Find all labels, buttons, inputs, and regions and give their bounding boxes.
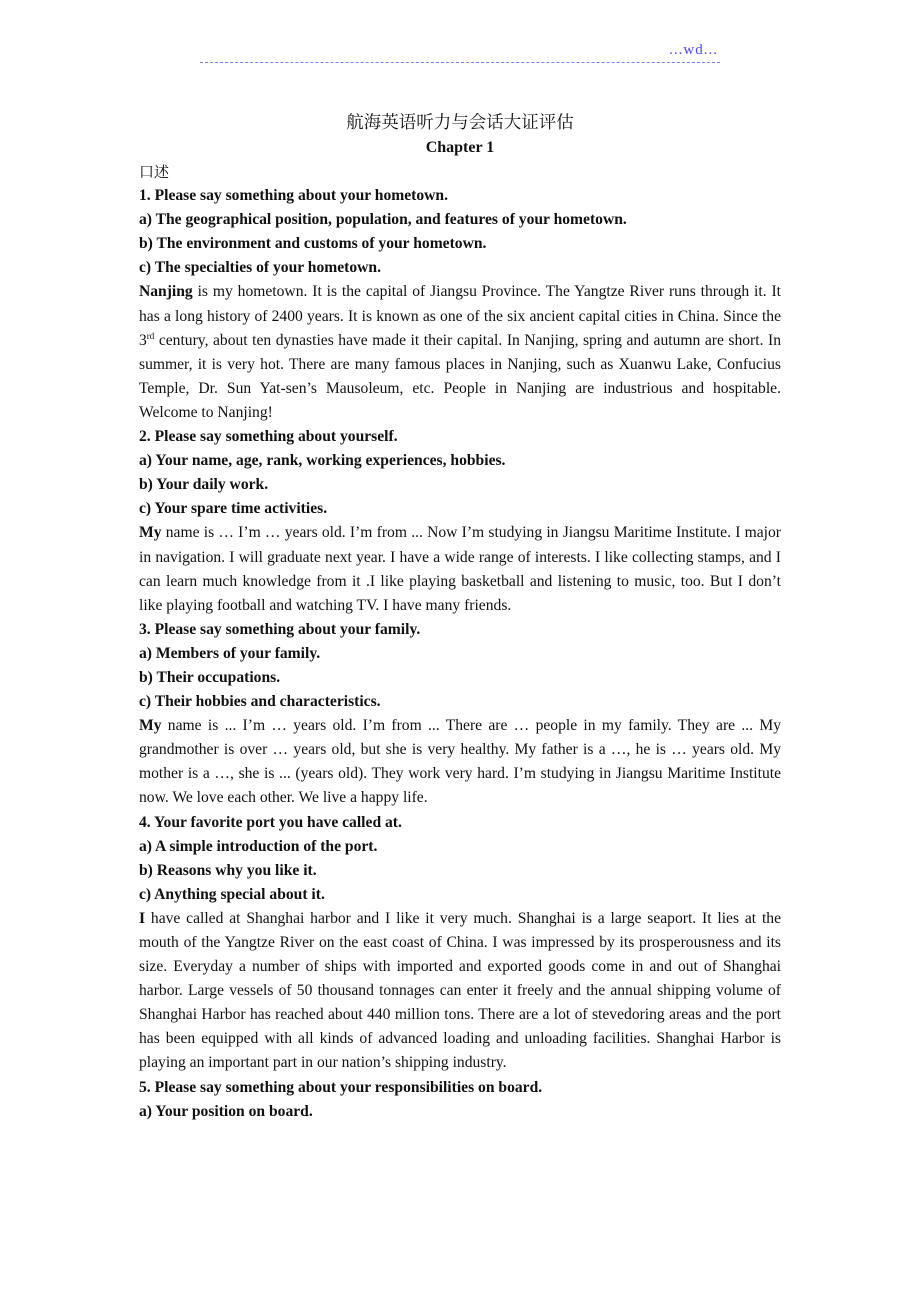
ordinal-suffix: rd [146,330,155,341]
page-header-rule [200,40,720,63]
question-3: 3. Please say something about your family. [139,620,421,638]
question-4: 4. Your favorite port you have called at. [139,813,402,831]
answer-2 [139,521,781,617]
answer-1-text-a: is my hometown. It is the capital of Jiangsu Province. The Yangtze River runs through it. It has a long history of 2400 years. It is known as one of the six ancient capital cities in China. Since the 3 [139,283,781,349]
document-title: 航海英语听力与会话大证评估 [346,113,574,133]
subpoint-3a: a) Members of your family. [139,644,321,662]
answer-2-lead: My [139,524,162,542]
subpoint-2c: c) Your spare time activities. [139,500,328,518]
question-1: 1. Please say something about your hometown. [139,187,448,205]
header-watermark: ...wd... [669,42,718,58]
answer-4 [139,907,781,1076]
subpoint-1c: c) The specialties of your hometown. [139,259,381,277]
section-label: 口述 [139,163,170,181]
subpoint-1b: b) The environment and customs of your hometown. [139,235,487,253]
answer-3-lead: My [139,717,162,735]
subpoint-4a: a) A simple introduction of the port. [139,837,378,855]
answer-1 [139,280,781,425]
subpoint-3b: b) Their occupations. [139,668,281,686]
answer-4-lead: I [139,909,146,927]
section-1 [139,184,781,425]
answer-3-text: name is ... I’m … years old. I’m from ... There are … people in my family. They are ... My grandmother is over … years old, but she is very healthy. My father is a …, he is … years old. My mother is a …, she is ... (years old). They work very hard. I’m studying in Jiangsu Maritime Institute now. We love each other. We live a happy life. [139,717,781,807]
subpoint-2a: a) Your name, age, rank, working experiences, hobbies. [139,452,506,470]
subpoint-1a: a) The geographical position, population, and features of your hometown. [139,211,627,229]
question-2: 2. Please say something about yourself. [139,428,398,446]
section-5 [139,1076,781,1124]
section-2 [139,425,781,618]
answer-3 [139,714,781,810]
answer-2-text: name is … I’m … years old. I’m from ... Now I’m studying in Jiangsu Maritime Institute. I major in navigation. I will graduate next year. I have a wide range of interests. I like collecting stamps, and I can learn much knowledge from it .I like playing basketball and listening to music, too. But I don’t like playing football and watching TV. I have many friends. [139,524,781,614]
question-5: 5. Please say something about your responsibilities on board. [139,1078,543,1096]
document-page [139,110,781,1124]
section-3 [139,618,781,811]
answer-4-text: have called at Shanghai harbor and I like it very much. Shanghai is a large seaport. It lies at the mouth of the Yangtze River on the east coast of China. I was impressed by its prosperousness and its size. Everyday a number of ships with imported and exported goods come in and out of Shanghai harbor. Large vessels of 50 thousand tonnages can enter it freely and the annual shipping volume of Shanghai Harbor has reached about 440 million tons. There are a lot of stevedoring areas and the port has been equipped with all kinds of advanced loading and unloading facilities. Shanghai Harbor is playing an important part in our nation’s shipping industry. [139,909,781,1072]
subpoint-2b: b) Your daily work. [139,476,269,494]
answer-1-lead: Nanjing [139,283,193,301]
section-4 [139,811,781,1076]
subpoint-4b: b) Reasons why you like it. [139,861,317,879]
subpoint-4c: c) Anything special about it. [139,885,325,903]
chapter-heading: Chapter 1 [425,139,495,156]
subpoint-3c: c) Their hobbies and characteristics. [139,693,381,711]
answer-1-text-b: century, about ten dynasties have made it their capital. In Nanjing, spring and autumn are short. In summer, it is very hot. There are many famous places in Nanjing, such as Xuanwu Lake, Confucius Temple, Dr. Sun Yat-sen’s Mausoleum, etc. People in Nanjing are industrious and hospitable. Welcome to Nanjing! [139,331,781,421]
subpoint-5a: a) Your position on board. [139,1102,313,1120]
